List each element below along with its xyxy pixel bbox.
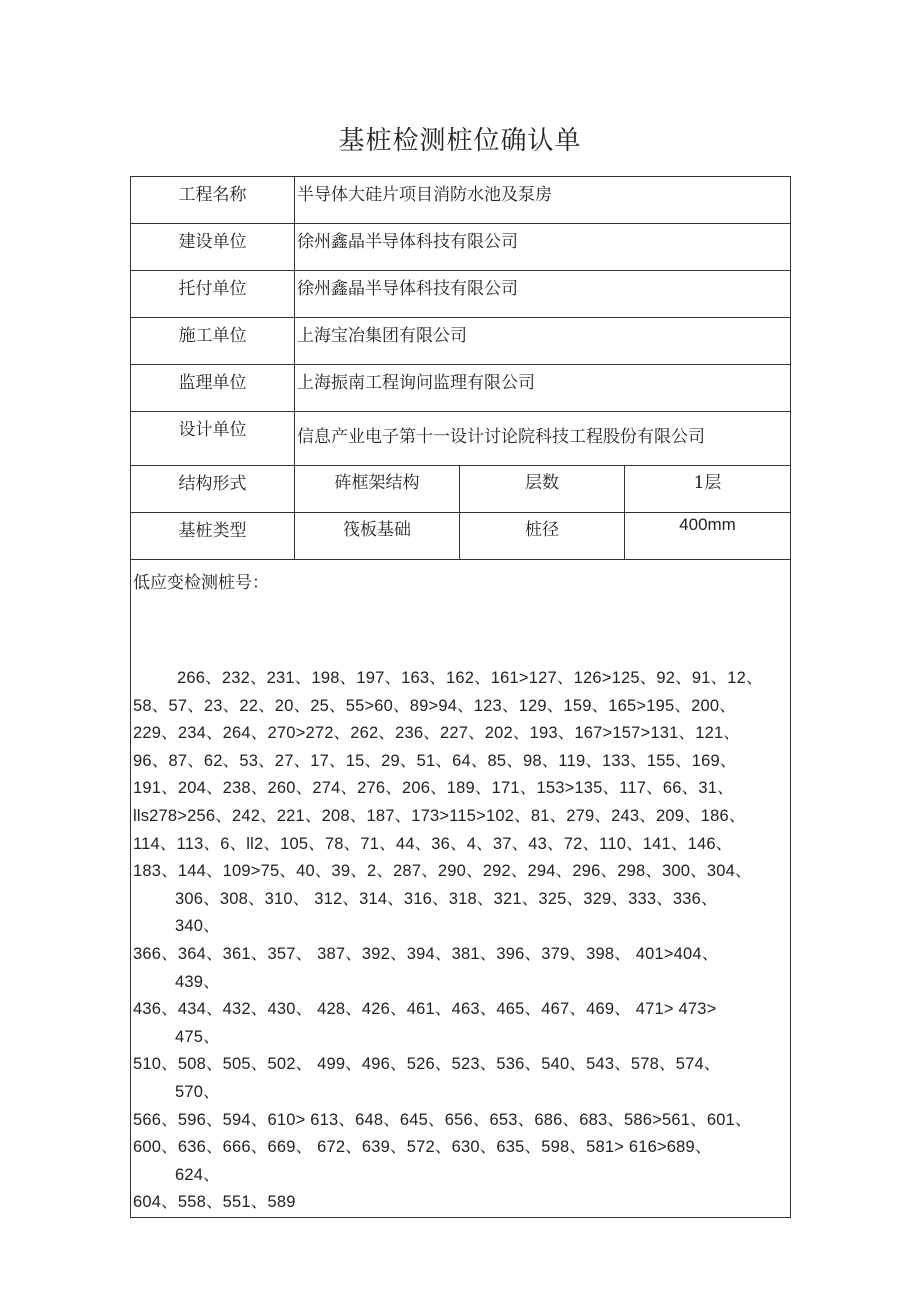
pile-number-line: 340、: [175, 917, 220, 936]
pile-number-line: 306、308、310、 312、314、316、318、321、325、329、333、336、: [175, 889, 718, 908]
page-title: 基桩检测桩位确认单: [338, 126, 582, 156]
pile-number-line: 624、: [175, 1165, 220, 1184]
pile-number-line: 266、232、231、198、197、163、162、161>127、126>125、92、91、12、: [177, 669, 763, 687]
pile-number-line: 366、364、361、357、 387、392、394、381、396、379、398、 401>404、: [133, 944, 719, 963]
row-entrusting-unit: [131, 271, 791, 318]
pile-number-line: 191、204、238、260、274、276、206、189、171、153>135、117、66、31、: [133, 779, 734, 798]
pile-number-line: 114、113、6、ll2、105、78、71、44、36、4、37、43、72、110、141、146、: [133, 834, 733, 853]
pile-number-list: [133, 665, 788, 1217]
pile-number-line: 436、434、432、430、 428、426、461、463、465、467、469、 471> 473>: [133, 1000, 717, 1019]
project-name-value: 半导体大硅片项目消防水池及泵房: [295, 177, 791, 224]
design-unit-label: 设计单位: [131, 412, 295, 466]
structure-label: 结构形式: [131, 466, 295, 513]
pile-number-line: 58、57、23、22、20、25、55>60、89>94、123、129、159、165>195、200、: [133, 696, 736, 715]
supervision-unit-label: 监理单位: [131, 365, 295, 412]
row-design-unit: [131, 412, 791, 466]
row-builder-unit: [131, 318, 791, 365]
pile-number-line: 183、144、109>75、40、39、2、287、290、292、294、296、298、300、304、: [133, 862, 752, 881]
pile-number-line: 510、508、505、502、 499、496、526、523、536、540、543、578、574、: [133, 1055, 721, 1074]
builder-unit-label: 施工单位: [131, 318, 295, 365]
row-pile-type: [131, 513, 791, 560]
pile-number-line: 604、558、551、589: [133, 1193, 296, 1212]
construction-unit-value: 徐州鑫晶半导体科技有限公司: [295, 224, 791, 271]
floors-value: 1层: [625, 466, 791, 513]
structure-value: 砗框架结构: [295, 466, 460, 513]
confirmation-form-table: [130, 176, 791, 1218]
design-unit-value: 信息产业电子第十一设计讨论院科技工程股份有限公司: [295, 412, 791, 466]
pile-diameter-value: 400mm: [625, 513, 791, 560]
detection-cell: [131, 560, 791, 1218]
floors-label: 层数: [460, 466, 625, 513]
row-detection: [131, 560, 791, 1218]
pile-number-line: 570、: [175, 1082, 220, 1101]
project-name-label: 工程名称: [131, 177, 295, 224]
row-supervision-unit: [131, 365, 791, 412]
row-structure: [131, 466, 791, 513]
detection-label: 低应变检测桩号：: [133, 573, 269, 593]
row-project-name: [131, 177, 791, 224]
pile-diameter-label: 桩径: [460, 513, 625, 560]
pile-number-line: 600、636、666、669、 672、639、572、630、635、598、581> 616>689、: [133, 1138, 712, 1157]
pile-number-line: 229、234、264、270>272、262、236、227、202、193、167>157>131、121、: [133, 724, 741, 743]
entrusting-unit-label: 托付单位: [131, 271, 295, 318]
supervision-unit-value: 上海振南工程询问监理有限公司: [295, 365, 791, 412]
builder-unit-value: 上海宝冶集团有限公司: [295, 318, 791, 365]
construction-unit-label: 建设单位: [131, 224, 295, 271]
pile-number-line: 439、: [175, 972, 220, 991]
pile-type-value: 筏板基础: [295, 513, 460, 560]
pile-number-line: 566、596、594、610> 613、648、645、656、653、686、683、586>561、601、: [133, 1110, 752, 1129]
pile-number-line: 475、: [175, 1027, 220, 1046]
pile-number-line: lls278>256、242、221、208、187、173>115>102、81、279、243、209、186、: [133, 806, 746, 825]
row-construction-unit: [131, 224, 791, 271]
pile-number-line: 96、87、62、53、27、17、15、29、51、64、85、98、119、133、155、169、: [133, 751, 737, 770]
entrusting-unit-value: 徐州鑫晶半导体科技有限公司: [295, 271, 791, 318]
pile-type-label: 基桩类型: [131, 513, 295, 560]
